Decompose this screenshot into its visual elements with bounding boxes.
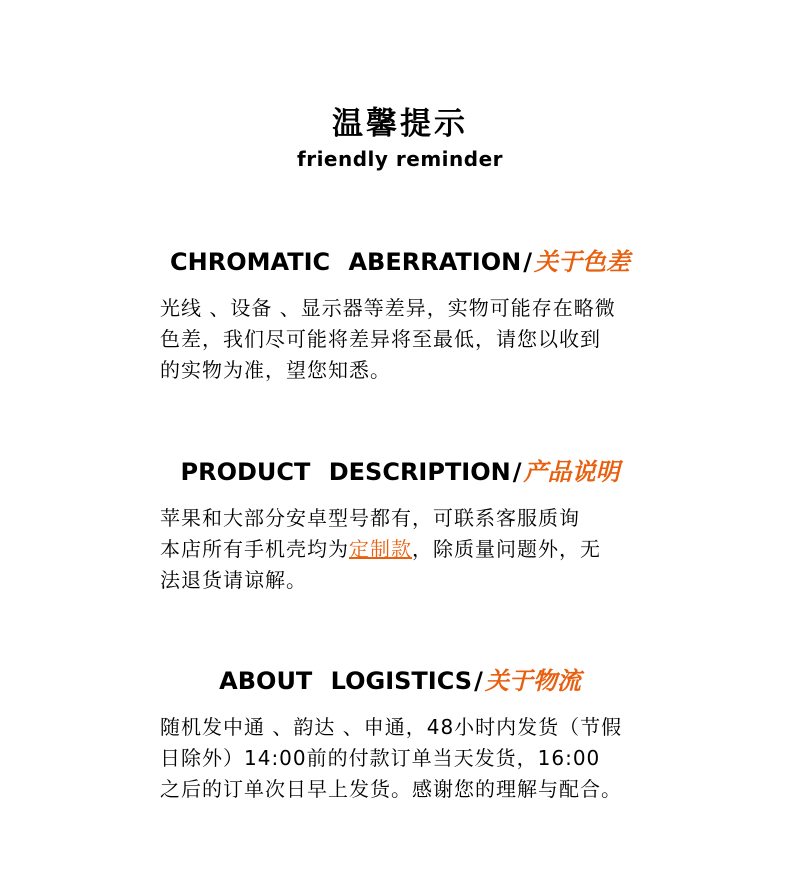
section-body-logistics (160, 712, 640, 805)
body-line: 光线 、设备 、显示器等差异，实物可能存在略微 (160, 296, 616, 320)
heading-slash: / (523, 248, 532, 276)
section-heading-en: PRODUCT DESCRIPTION (180, 458, 511, 486)
section-body-chromatic (160, 293, 640, 386)
body-line: 之后的订单次日早上发货。感谢您的理解与配合。 (160, 777, 622, 801)
body-text: 本店所有手机壳均为 (160, 537, 349, 561)
body-line: 日除外）14:00前的付款订单当天发货，16:00 (160, 746, 601, 770)
body-line: 苹果和大部分安卓型号都有，可联系客服质询 (160, 506, 580, 530)
section-heading-cn: 关于物流 (484, 667, 581, 695)
custom-made-link[interactable]: 定制款 (349, 537, 412, 561)
section-heading-cn: 关于色差 (533, 248, 630, 276)
body-line: 随机发中通 、韵达 、申通，48小时内发货（节假 (160, 715, 623, 739)
body-line (160, 534, 640, 565)
section-heading-en: ABOUT LOGISTICS (219, 667, 473, 695)
heading-slash: / (512, 458, 522, 486)
body-line: 的实物为准，望您知悉。 (160, 358, 391, 382)
section-product-description (0, 456, 800, 488)
heading-slash: / (474, 667, 483, 695)
section-logistics (0, 665, 800, 697)
section-heading (0, 246, 800, 278)
section-chromatic-aberration (0, 246, 800, 278)
body-line: 色差，我们尽可能将差异将至最低，请您以收到 (160, 327, 601, 351)
section-heading-cn: 产品说明 (523, 458, 620, 486)
section-heading (0, 665, 800, 697)
body-text: ，除质量问题外，无 (412, 537, 601, 561)
section-heading (0, 456, 800, 488)
page-subtitle: friendly reminder (297, 147, 503, 171)
body-line: 法退货请谅解。 (160, 568, 307, 592)
section-body-product (160, 503, 640, 596)
section-heading-en: CHROMATIC ABERRATION (170, 248, 522, 276)
page-title: 温馨提示 (332, 106, 468, 142)
